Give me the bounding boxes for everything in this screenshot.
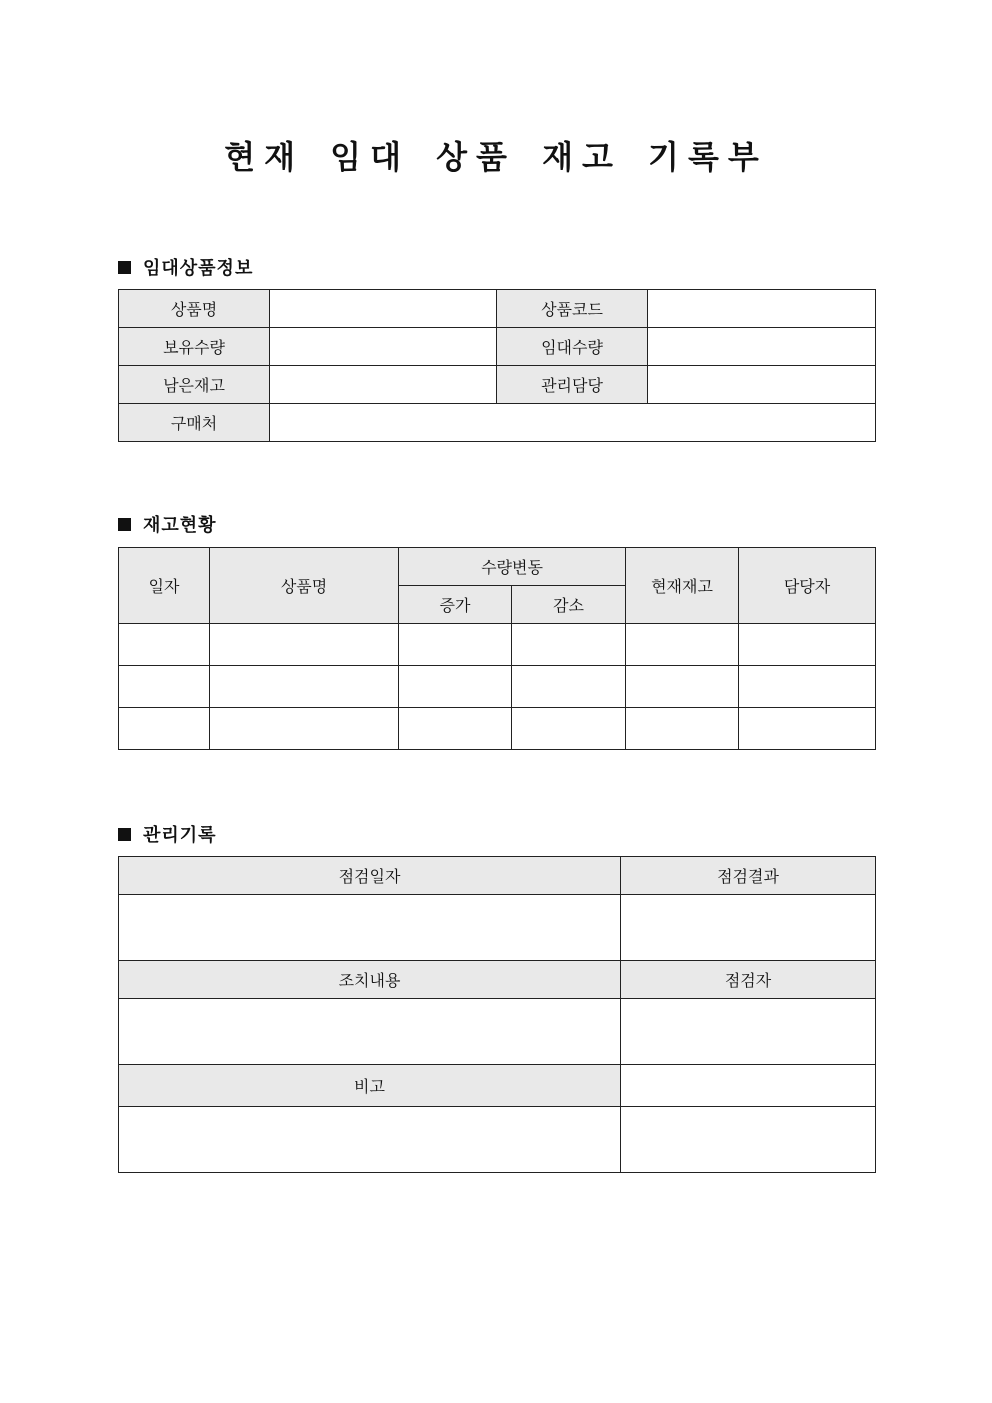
- section-heading-product-info: [118, 254, 253, 280]
- label-action: 조치내용: [119, 961, 621, 999]
- owned-qty-field[interactable]: [270, 328, 497, 366]
- col-header-product-name: 상품명: [210, 548, 399, 624]
- manager-field[interactable]: [648, 366, 876, 404]
- date-cell[interactable]: [119, 666, 210, 708]
- product-name-field[interactable]: [270, 290, 497, 328]
- table-row: [119, 1107, 876, 1173]
- increase-cell[interactable]: [399, 624, 512, 666]
- label-inspector: 점검자: [621, 961, 876, 999]
- section-label: 관리기록: [143, 825, 217, 846]
- col-header-qty-change: 수량변동: [399, 548, 626, 586]
- page-title: 현재 임대 상품 재고 기록부: [224, 138, 768, 176]
- table-row: [119, 895, 876, 961]
- product-name-cell[interactable]: [210, 708, 399, 750]
- label-rental-qty: 임대수량: [497, 328, 648, 366]
- current-stock-cell[interactable]: [626, 666, 739, 708]
- action-field[interactable]: [119, 999, 621, 1065]
- decrease-cell[interactable]: [512, 624, 626, 666]
- col-header-increase: 증가: [399, 586, 512, 624]
- table-row: [119, 404, 876, 442]
- date-cell[interactable]: [119, 708, 210, 750]
- section-label: 재고현황: [143, 515, 217, 536]
- product-code-field[interactable]: [648, 290, 876, 328]
- table-row: [119, 666, 876, 708]
- label-inspection-date: 점검일자: [119, 857, 621, 895]
- table-row: [119, 328, 876, 366]
- person-cell[interactable]: [739, 708, 876, 750]
- date-cell[interactable]: [119, 624, 210, 666]
- remarks-side-field[interactable]: [621, 1065, 876, 1107]
- inspection-date-field[interactable]: [119, 895, 621, 961]
- remaining-stock-field[interactable]: [270, 366, 497, 404]
- label-inspection-result: 점검결과: [621, 857, 876, 895]
- table-row: [119, 708, 876, 750]
- col-header-current-stock: 현재재고: [626, 548, 739, 624]
- supplier-field[interactable]: [270, 404, 876, 442]
- remarks-extra-field[interactable]: [621, 1107, 876, 1173]
- table-row: [119, 999, 876, 1065]
- table-header-row: [119, 1065, 876, 1107]
- label-owned-qty: 보유수량: [119, 328, 270, 366]
- label-remaining-stock: 남은재고: [119, 366, 270, 404]
- person-cell[interactable]: [739, 666, 876, 708]
- decrease-cell[interactable]: [512, 708, 626, 750]
- table-row: [119, 290, 876, 328]
- increase-cell[interactable]: [399, 666, 512, 708]
- table-row: [119, 366, 876, 404]
- label-remarks: 비고: [119, 1065, 621, 1107]
- product-info-table: [118, 289, 876, 442]
- col-header-person: 담당자: [739, 548, 876, 624]
- inventory-table: [118, 547, 876, 750]
- table-header-row: [119, 857, 876, 895]
- col-header-date: 일자: [119, 548, 210, 624]
- product-name-cell[interactable]: [210, 624, 399, 666]
- section-label: 임대상품정보: [143, 258, 254, 279]
- inspector-field[interactable]: [621, 999, 876, 1065]
- section-heading-management: [118, 821, 217, 847]
- table-header-row: [119, 548, 876, 586]
- product-name-cell[interactable]: [210, 666, 399, 708]
- inspection-result-field[interactable]: [621, 895, 876, 961]
- label-supplier: 구매처: [119, 404, 270, 442]
- current-stock-cell[interactable]: [626, 624, 739, 666]
- person-cell[interactable]: [739, 624, 876, 666]
- section-heading-inventory: [118, 511, 217, 537]
- decrease-cell[interactable]: [512, 666, 626, 708]
- black-square-icon: [118, 261, 131, 274]
- increase-cell[interactable]: [399, 708, 512, 750]
- current-stock-cell[interactable]: [626, 708, 739, 750]
- col-header-decrease: 감소: [512, 586, 626, 624]
- table-row: [119, 624, 876, 666]
- table-header-row: [119, 961, 876, 999]
- label-manager: 관리담당: [497, 366, 648, 404]
- management-table: [118, 856, 876, 1173]
- label-product-name: 상품명: [119, 290, 270, 328]
- black-square-icon: [118, 828, 131, 841]
- label-product-code: 상품코드: [497, 290, 648, 328]
- black-square-icon: [118, 518, 131, 531]
- rental-qty-field[interactable]: [648, 328, 876, 366]
- remarks-field[interactable]: [119, 1107, 621, 1173]
